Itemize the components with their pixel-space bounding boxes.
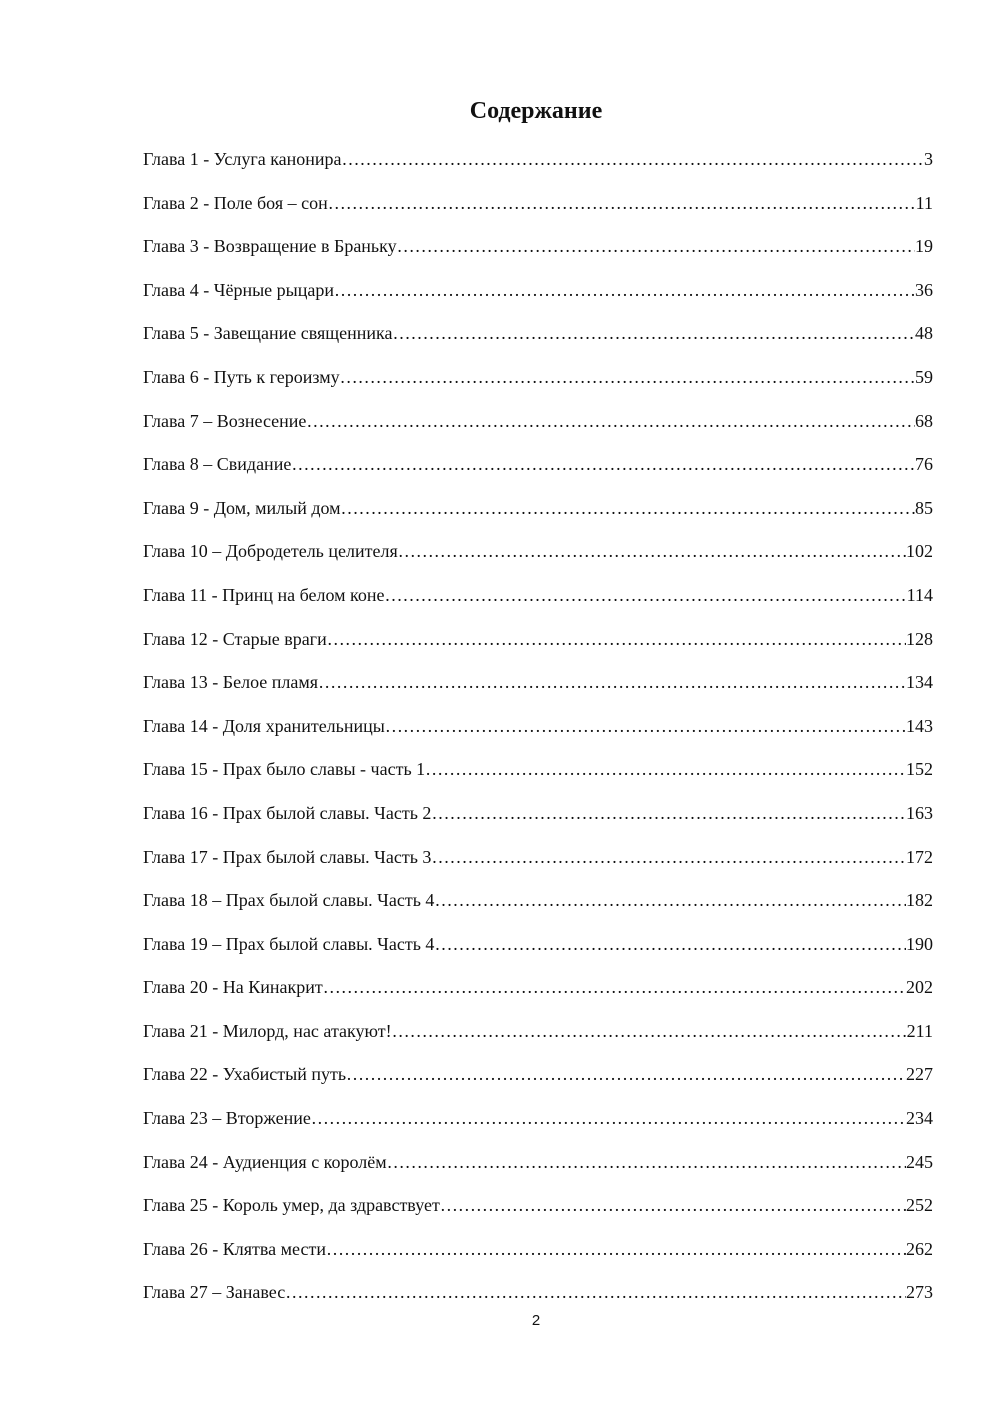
toc-entry (143, 792, 933, 836)
toc-entry-page: 211 (906, 1020, 933, 1041)
toc-entry-page: 262 (906, 1238, 933, 1259)
toc-entry (143, 618, 933, 662)
toc-entry-title: Глава 7 – Вознесение (143, 410, 307, 431)
page-title: Содержание (469, 98, 603, 124)
toc-entry-title: Глава 16 - Прах былой славы. Часть 2 (143, 802, 432, 823)
toc-entry (143, 487, 933, 531)
toc-entry (143, 923, 933, 967)
toc-leader-dots (440, 1184, 906, 1228)
toc-entry-page: 3 (924, 149, 933, 169)
toc-entry-title: Глава 23 – Вторжение (143, 1108, 311, 1129)
toc-entry (143, 1271, 933, 1315)
toc-entry (143, 966, 933, 1010)
toc-entry-page: 85 (915, 497, 933, 518)
toc-entry-page: 143 (906, 715, 933, 736)
toc-leader-dots (340, 356, 915, 400)
toc-entry-title: Глава 12 - Старые враги (143, 628, 327, 649)
toc-entry (143, 182, 933, 226)
toc-leader-dots (327, 618, 906, 662)
toc-leader-dots (393, 312, 915, 356)
table-of-contents (143, 138, 933, 1315)
toc-leader-dots (346, 1053, 906, 1097)
toc-entry-page: 252 (906, 1195, 933, 1216)
toc-leader-dots (323, 966, 906, 1010)
toc-leader-dots (434, 923, 906, 967)
toc-entry-page: 48 (915, 323, 933, 344)
toc-entry (143, 574, 933, 618)
toc-entry (143, 879, 933, 923)
toc-entry (143, 269, 933, 313)
toc-entry (143, 1053, 933, 1097)
toc-entry (143, 748, 933, 792)
toc-entry-page: 19 (915, 236, 933, 257)
toc-entry-title: Глава 26 - Клятва мести (143, 1238, 326, 1259)
toc-entry-title: Глава 25 - Король умер, да здравствует (143, 1195, 440, 1216)
toc-entry (143, 138, 933, 182)
toc-leader-dots (431, 836, 906, 880)
toc-entry-title: Глава 13 - Белое пламя (143, 672, 319, 693)
toc-entry-title: Глава 4 - Чёрные рыцари (143, 279, 335, 300)
toc-entry-title: Глава 24 - Аудиенция с королём (143, 1151, 387, 1172)
toc-entry-page: 59 (915, 366, 933, 387)
toc-entry (143, 836, 933, 880)
toc-entry-page: 68 (915, 410, 933, 431)
toc-entry-title: Глава 15 - Прах было славы - часть 1 (143, 759, 426, 780)
toc-entry-title: Глава 8 – Свидание (143, 454, 292, 475)
toc-leader-dots (385, 574, 907, 618)
toc-entry-page: 245 (906, 1151, 933, 1172)
toc-entry-page: 163 (906, 802, 933, 823)
toc-entry-title: Глава 9 - Дом, милый дом (143, 497, 341, 518)
toc-leader-dots (434, 879, 906, 923)
toc-entry (143, 1010, 933, 1054)
toc-leader-dots (385, 705, 906, 749)
toc-entry (143, 225, 933, 269)
toc-leader-dots (342, 138, 924, 182)
toc-entry-title: Глава 22 - Ухабистый путь (143, 1064, 347, 1085)
toc-leader-dots (326, 1228, 906, 1272)
toc-entry-page: 182 (906, 890, 933, 911)
toc-leader-dots (285, 1271, 906, 1315)
toc-entry (143, 1141, 933, 1185)
toc-entry-page: 273 (906, 1282, 933, 1303)
toc-entry-title: Глава 20 - На Кинакрит (143, 977, 323, 998)
toc-entry (143, 312, 933, 356)
page-number: 2 (531, 1312, 541, 1329)
toc-leader-dots (341, 487, 915, 531)
toc-entry-title: Глава 21 - Милорд, нас атакуют! (143, 1020, 392, 1041)
toc-entry (143, 1097, 933, 1141)
toc-leader-dots (425, 748, 906, 792)
toc-entry (143, 705, 933, 749)
toc-leader-dots (398, 530, 906, 574)
toc-entry (143, 530, 933, 574)
toc-leader-dots (291, 443, 915, 487)
toc-entry-title: Глава 3 - Возвращение в Браньку (143, 236, 397, 257)
toc-entry (143, 443, 933, 487)
toc-leader-dots (318, 661, 906, 705)
toc-entry-page: 227 (906, 1064, 933, 1085)
toc-entry (143, 1184, 933, 1228)
toc-entry-title: Глава 27 – Занавес (143, 1282, 286, 1303)
toc-leader-dots (397, 225, 915, 269)
toc-entry-title: Глава 10 – Добродетель целителя (143, 541, 398, 562)
toc-entry-page: 36 (915, 279, 933, 300)
toc-entry-title: Глава 5 - Завещание священника (143, 323, 393, 344)
toc-entry-title: Глава 1 - Услуга канонира (143, 149, 342, 169)
toc-entry-page: 128 (906, 628, 933, 649)
toc-entry-page: 11 (915, 192, 933, 213)
toc-leader-dots (334, 269, 915, 313)
toc-entry-title: Глава 2 - Поле боя – сон (143, 192, 328, 213)
toc-entry (143, 400, 933, 444)
toc-entry-title: Глава 19 – Прах былой славы. Часть 4 (143, 933, 435, 954)
toc-entry-page: 152 (906, 759, 933, 780)
toc-entry (143, 661, 933, 705)
toc-leader-dots (392, 1010, 907, 1054)
toc-entry-title: Глава 6 - Путь к героизму (143, 366, 340, 387)
toc-entry-title: Глава 14 - Доля хранительницы (143, 715, 385, 736)
toc-entry-page: 134 (906, 672, 933, 693)
toc-entry-page: 234 (906, 1108, 933, 1129)
toc-leader-dots (431, 792, 906, 836)
toc-leader-dots (387, 1141, 906, 1185)
toc-entry-title: Глава 11 - Принц на белом коне (143, 584, 385, 605)
toc-entry (143, 356, 933, 400)
toc-entry-title: Глава 18 – Прах былой славы. Часть 4 (143, 890, 435, 911)
toc-entry-page: 202 (906, 977, 933, 998)
toc-entry-page: 172 (906, 846, 933, 867)
toc-entry-page: 114 (906, 584, 933, 605)
toc-entry (143, 1228, 933, 1272)
toc-leader-dots (328, 182, 916, 226)
toc-leader-dots (306, 400, 915, 444)
toc-entry-title: Глава 17 - Прах былой славы. Часть 3 (143, 846, 432, 867)
toc-entry-page: 102 (906, 541, 933, 562)
toc-leader-dots (311, 1097, 906, 1141)
toc-entry-page: 76 (915, 454, 933, 475)
toc-entry-page: 190 (906, 933, 933, 954)
